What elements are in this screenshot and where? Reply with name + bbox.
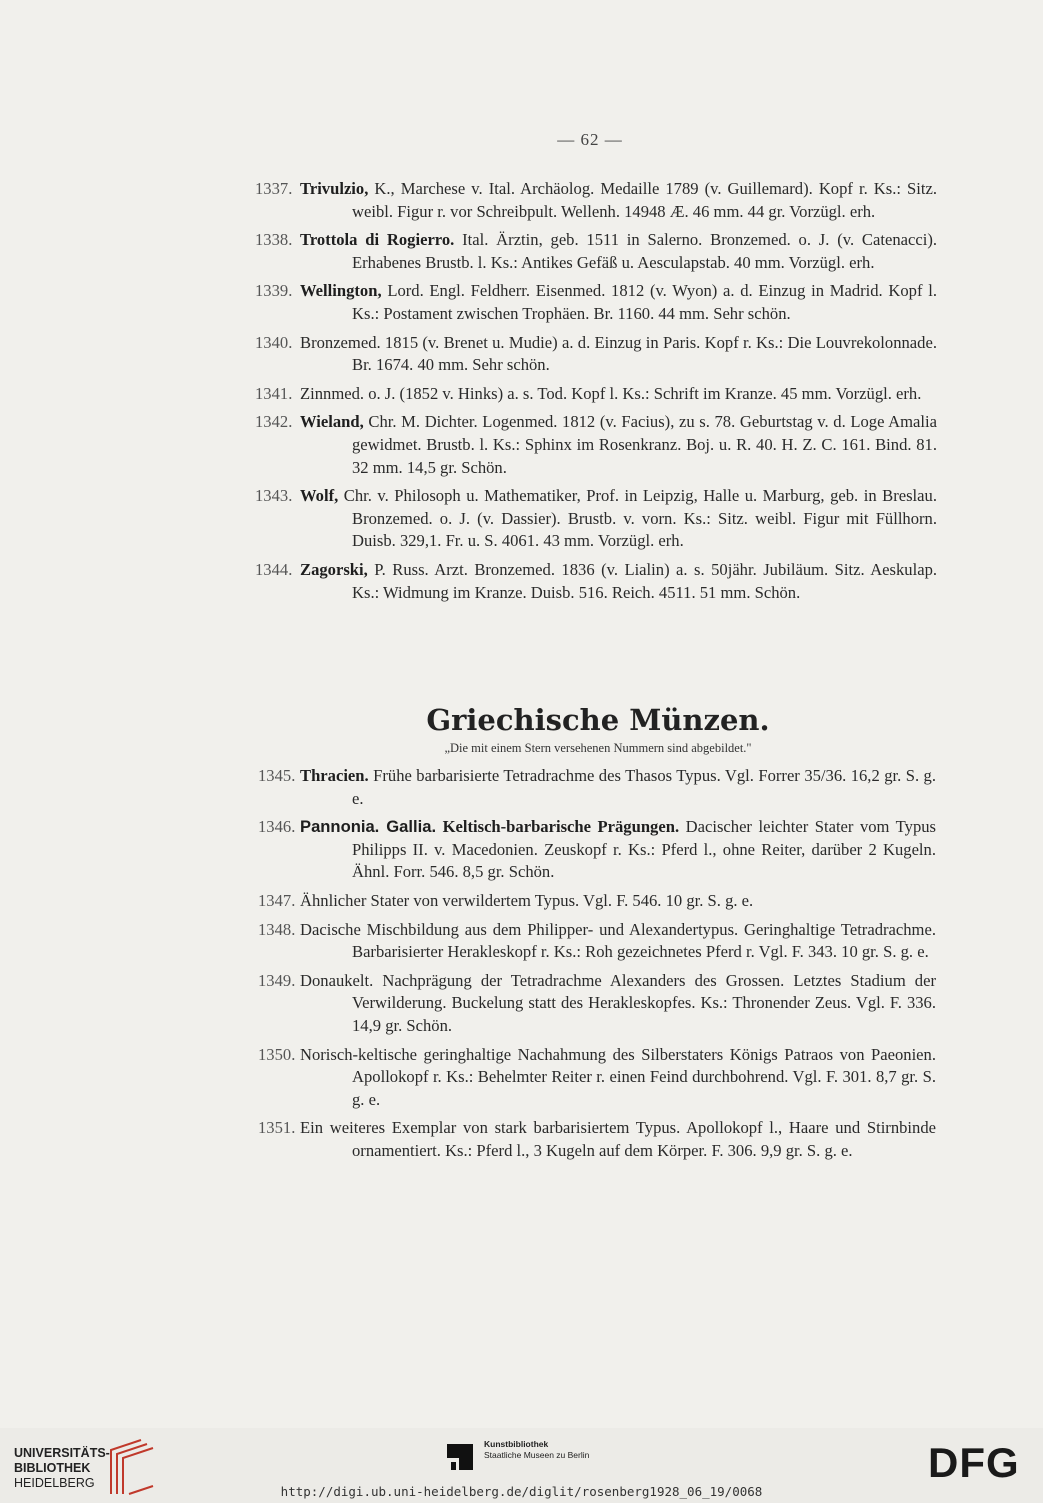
entry-description: Catenacci). Erhabenes Brustb. l. Ks.: Antikes Gefäß u. Aesculapstab. 40 mm. Vorzügl. erh. [352,230,937,272]
catalog-entry [255,280,937,325]
entry-text [300,412,937,476]
entry-description-first: Zinnmed. o. J. (1852 v. Hinks) a. s. Tod. Kopf l. Ks.: Schrift im Kranze. 45 mm. [300,383,832,403]
entry-number: 1337. [255,179,293,198]
permalink-url[interactable]: http://digi.ub.uni-heidelberg.de/diglit/rosenberg1928_06_19/0068 [280,1484,763,1499]
entry-number: 1348. [258,919,296,939]
footer-bar [0,1428,1043,1503]
entry-name: Wieland, [300,412,364,432]
entry-description: in Breslau. Bronzemed. o. J. (v. Dassier). Brustb. v. vorn. Ks.: Sitz. weibl. Figur mit Füllhorn. Duisb. 329,1. Fr. u. S. 4061. 43 mm. Vorzügl. erh. [352,486,937,551]
entry-region: Pannonia. Gallia. [300,817,437,837]
catalog-entry [258,890,936,913]
catalog-entry [258,1044,936,1112]
entry-description-first: Lord. Engl. Feldherr. Eisenmed. 1812 (v. Wyon) a. d. Einzug in [381,281,824,301]
entry-description-first: P. Russ. Arzt. Bronzemed. 1836 (v. Lialin) a. s. 50jähr. Jubiläum. Sitz. [367,559,865,579]
catalog-entry [258,816,936,884]
catalog-entry [255,178,937,223]
catalog-entry [258,919,936,964]
page-number: — 62 — [557,130,623,149]
entry-description-first: Chr. v. Philosoph u. Mathematiker, Prof. in Leipzig, Halle u. Marburg, geb. [338,486,859,506]
section-heading: Griechische Münzen. [426,703,770,737]
entry-description: Tetradrachme. Barbarisierter Herakleskopf r. Ks.: Roh gezeichnetes Pferd r. Vgl. F. 343. 10 gr. S. g. e. [352,919,936,962]
catalog-entry [255,332,937,377]
catalog-section-medals [255,178,937,610]
entry-description-first: Dacische Mischbildung aus dem Philipper- und Alexandertypus. Geringhaltige [300,919,836,939]
entry-name: Thracien. [300,766,369,785]
section-subheading: „Die mit einem Stern versehenen Nummern sind abgebildet." [444,741,752,755]
entry-text [300,384,921,403]
entry-text [300,766,936,808]
entry-text [300,1045,936,1109]
entry-number: 1349. [258,970,296,990]
entry-text [300,971,936,1035]
entry-number: 1345. [258,766,296,785]
entry-description: Vorzügl. erh. [835,383,922,403]
kunstbibliothek-logo-icon [445,1442,475,1472]
entry-description: Loge Amalia gewidmet. Brustb. l. Ks.: Sphinx im Rosenkranz. Boj. u. R. 40. H. Z. C. 161. Bind. 81. 32 mm. 14,5 gr. Schön. [352,412,938,477]
catalog-entry [255,229,937,274]
logo-line: UNIVERSITÄTS- [14,1446,110,1460]
entry-description-first: Ähnlicher Stater von verwildertem Typus. Vgl. F. 546. 10 gr. S. g. e. [300,890,754,910]
entry-number: 1343. [255,486,293,506]
entry-description-first: Ital. Ärztin, geb. 1511 in Salerno. Bronzemed. o. J. (v. [454,230,855,250]
logo-line: HEIDELBERG [14,1476,95,1490]
entry-description-first: Ein weiteres Exemplar von stark barbarisiertem Typus. Apollokopf l., Haare [300,1118,829,1138]
catalog-entry [255,559,937,604]
entry-description-first: Chr. M. Dichter. Logenmed. 1812 (v. Facius), zu s. 78. Geburtstag v. d. [363,412,846,432]
entry-description-first: K., Marchese v. Ital. Archäolog. Medaille 1789 (v. Guillemard). Kopf r. [368,179,868,198]
entry-description: Madrid. Kopf l. Ks.: Postament zwischen Trophäen. Br. 1160. 44 mm. Sehr schön. [352,281,937,323]
catalog-entry [255,411,937,479]
entry-text [300,333,937,375]
catalog-entry [258,765,936,810]
entry-name: Trottola di Rogierro. [300,230,455,250]
kb-title: Kunstbibliothek [484,1439,549,1449]
catalog-entry [255,485,937,553]
entry-number: 1342. [255,412,293,432]
entry-description-first: Frühe barbarisierte Tetradrachme des Thasos Typus. Vgl. Forrer [368,766,800,785]
entry-description: von Paeonien. Apollokopf r. Ks.: Behelmter Reiter r. einen Feind durchbohrend. Vgl. F. 301. 8,7 gr. S. g. e. [352,1044,936,1109]
entry-description: Stater vom Typus Philipps II. v. Macedonien. Zeuskopf r. Ks.: Pferd l., ohne Reiter, darüber 2 Kugeln. Ähnl. Forr. 546. 8,5 gr. Schön. [352,817,936,882]
entry-name: Wolf, [300,486,339,506]
catalog-entry [258,970,936,1038]
entry-description-first: Dacischer leichter [679,817,809,837]
catalog-section-coins [258,765,936,1169]
entry-text [300,560,937,602]
entry-description-first: Norisch-keltische geringhaltige Nachahmung des Silberstaters Königs Patraos [300,1044,834,1064]
catalog-entry [255,383,937,406]
entry-text [300,230,937,272]
entry-description: Aeskulap. Ks.: Widmung im Kranze. Duisb. 516. Reich. 4511. 51 mm. Schön. [352,559,938,602]
entry-description: Stadium der Verwilderung. Buckelung statt des Herakleskopfes. Ks.: Thronender Zeus. Vgl. F. 336. 14,9 gr. Schön. [352,970,936,1035]
logo-line: BIBLIOTHEK [14,1461,91,1475]
entry-text [300,179,937,221]
entry-description: und Stirnbinde ornamentiert. Ks.: Pferd l., 3 Kugeln auf dem Körper. F. 306. 9,9 gr. S. g. e. [352,1118,936,1160]
entry-name: Trivulzio, [300,179,369,198]
entry-number: 1347. [258,890,296,910]
entry-description-first: Bronzemed. 1815 (v. Brenet u. Mudie) a. d. Einzug in Paris. Kopf r. Ks.: Die [300,332,812,352]
entry-description: 35/36. 16,2 gr. S. g. e. [352,766,936,808]
kb-subtitle: Staatliche Museen zu Berlin [484,1450,590,1460]
entry-text [300,1118,936,1160]
entry-text [300,281,937,323]
entry-description-first: Donaukelt. Nachprägung der Tetradrachme Alexanders des Grossen. Letztes [300,970,842,990]
entry-number: 1351. [258,1118,296,1138]
entry-text [300,891,753,910]
entry-text [300,817,936,881]
entry-number: 1340. [255,332,293,352]
entry-description: Ks.: Sitz. weibl. Figur r. vor Schreibpult. Wellenh. 14948 Æ. 46 mm. 44 gr. Vorzügl. erh. [352,179,937,221]
entry-number: 1344. [255,559,293,579]
entry-name: Wellington, [300,281,382,301]
entry-number: 1341. [255,383,293,403]
catalog-entry [258,1117,936,1162]
entry-text [300,486,937,550]
entry-number: 1350. [258,1044,296,1064]
entry-description: Louvrekolonnade. Br. 1674. 40 mm. Sehr schön. [352,332,937,375]
dfg-logo[interactable]: DFG [928,1439,1020,1486]
entry-type: Keltisch-barbarische Prägungen. [436,817,680,837]
entry-number: 1346. [258,817,296,837]
kunstbibliothek-label [484,1439,589,1461]
entry-number: 1339. [255,281,293,301]
entry-number: 1338. [255,230,293,250]
entry-name: Zagorski, [300,559,368,579]
entry-text [300,920,936,962]
